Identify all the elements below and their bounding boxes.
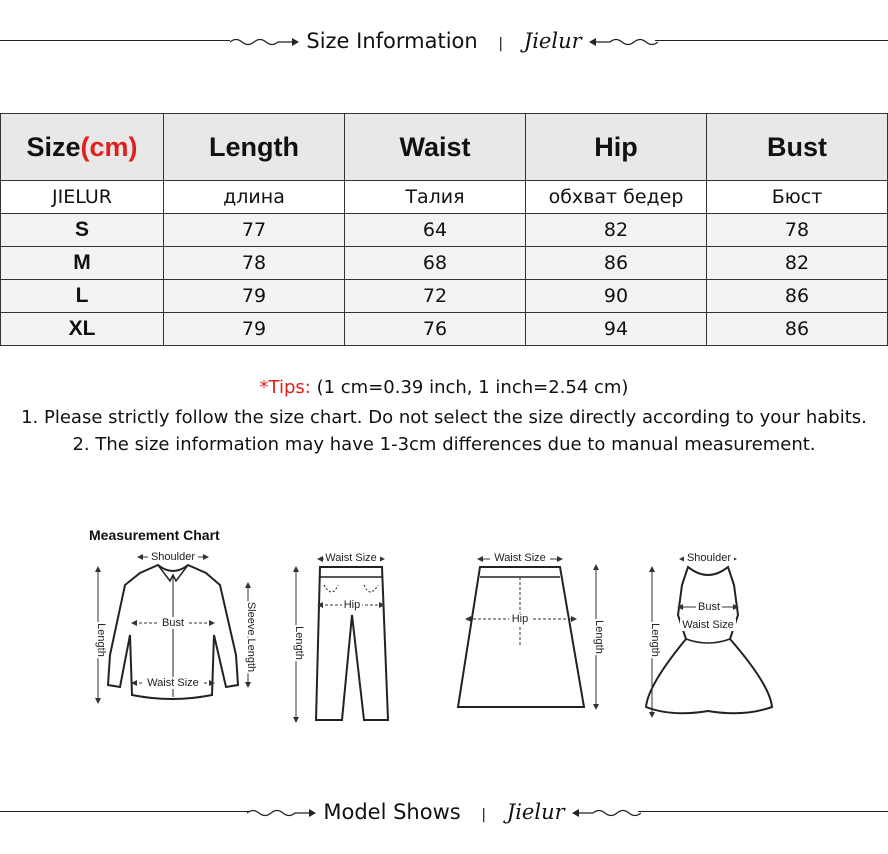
column-header-bust: Bust (707, 114, 888, 181)
pants-length-label: Length (293, 626, 305, 660)
dress-bust-label: Bust (697, 601, 721, 613)
title-separator: | (481, 807, 487, 823)
skirt-measure-lines (468, 559, 596, 707)
size-table (0, 113, 888, 346)
skirt-waist-label: Waist Size (494, 552, 546, 564)
table-cell: 86 (707, 280, 888, 313)
flourish-left-icon (247, 806, 317, 820)
tip-2: 2. The size information may have 1-3cm differences due to manual measurement. (72, 434, 816, 455)
subheader-cell: обхват бедер (526, 181, 707, 214)
section-title: Model Shows (323, 800, 461, 824)
subheader-cell: JIELUR (1, 181, 164, 214)
table-cell: 76 (345, 313, 526, 346)
pants-waist-label: Waist Size (325, 552, 377, 564)
measurement-chart-title: Measurement Chart (89, 527, 220, 543)
skirt-diagram (458, 567, 584, 707)
table-row (1, 280, 888, 313)
skirt-hip-label: Hip (511, 613, 529, 625)
table-row (1, 313, 888, 346)
pants-measure-lines (296, 559, 382, 720)
size-cell: M (1, 247, 164, 280)
tips-line (0, 377, 888, 398)
section-title: Size Information (306, 29, 478, 53)
dress-diagram (646, 567, 772, 713)
brand-name: Jielur (506, 800, 565, 824)
brand-name: Jielur (523, 29, 582, 53)
column-header-waist: Waist (345, 114, 526, 181)
table-cell: 94 (526, 313, 707, 346)
table-cell: 82 (707, 247, 888, 280)
shirt-bust-label: Bust (161, 617, 185, 629)
size-unit: (cm) (80, 131, 138, 162)
table-cell: 68 (345, 247, 526, 280)
skirt-length-label: Length (593, 620, 605, 654)
table-row (1, 247, 888, 280)
shirt-sleeve-label: Sleeve Length (245, 601, 257, 673)
pants-diagram (316, 567, 388, 720)
measurement-chart (80, 525, 800, 735)
shirt-shoulder-label: Shoulder (150, 551, 196, 563)
tips-label: *Tips: (259, 377, 311, 398)
table-cell: 82 (526, 214, 707, 247)
dress-length-label: Length (649, 623, 661, 657)
size-cell: L (1, 280, 164, 313)
flourish-left-icon (230, 35, 300, 49)
table-row (1, 214, 888, 247)
shirt-length-label: Length (95, 623, 107, 657)
size-information-header (0, 26, 888, 56)
table-subheader-row (1, 181, 888, 214)
size-cell: XL (1, 313, 164, 346)
pants-hip-label: Hip (343, 599, 361, 611)
table-cell: 79 (164, 280, 345, 313)
column-header-size: Size(cm) (1, 114, 164, 181)
dress-measure-lines (652, 559, 736, 715)
table-cell: 77 (164, 214, 345, 247)
size-cell: S (1, 214, 164, 247)
table-cell: 78 (164, 247, 345, 280)
model-shows-header (0, 797, 888, 827)
table-cell: 86 (526, 247, 707, 280)
dress-waist-label: Waist Size (682, 619, 734, 631)
subheader-cell: Бюст (707, 181, 888, 214)
table-cell: 72 (345, 280, 526, 313)
subheader-cell: Талия (345, 181, 526, 214)
subheader-cell: длина (164, 181, 345, 214)
title-separator: | (498, 36, 504, 52)
tip-1: 1. Please strictly follow the size chart. Do not select the size directly according to your habits. (21, 407, 867, 428)
table-cell: 64 (345, 214, 526, 247)
flourish-right-icon (588, 35, 658, 49)
table-cell: 86 (707, 313, 888, 346)
tips-conversion: (1 cm=0.39 inch, 1 inch=2.54 cm) (310, 377, 629, 398)
dress-shoulder-label: Shoulder (686, 552, 732, 564)
table-cell: 79 (164, 313, 345, 346)
table-cell: 78 (707, 214, 888, 247)
column-header-length: Length (164, 114, 345, 181)
table-header-row (1, 114, 888, 181)
table-cell: 90 (526, 280, 707, 313)
column-header-hip: Hip (526, 114, 707, 181)
flourish-right-icon (571, 806, 641, 820)
shirt-waist-label: Waist Size (147, 677, 199, 689)
